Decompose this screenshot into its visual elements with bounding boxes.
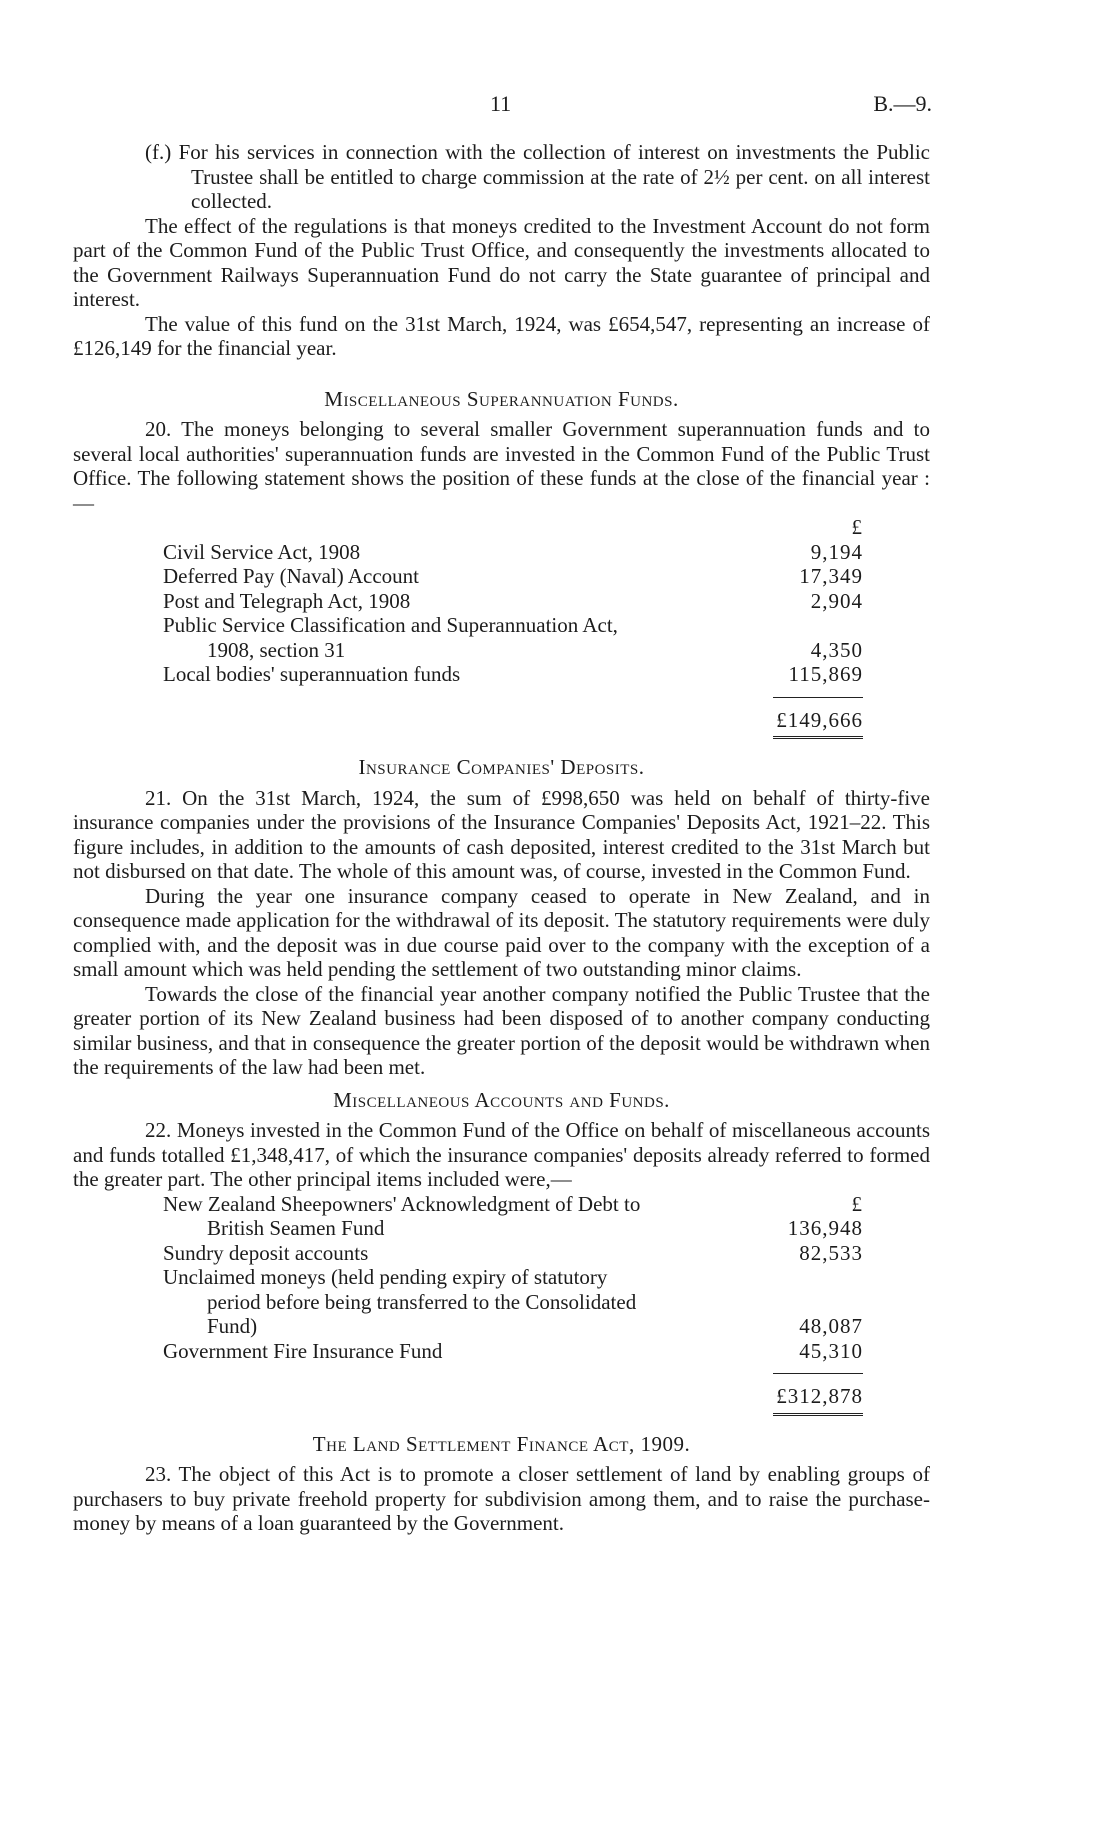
total-double-rule xyxy=(773,1413,863,1416)
table-total-row xyxy=(163,1384,863,1409)
table-row xyxy=(163,1265,863,1290)
heading-misc-superannuation: Miscellaneous Superannuation Funds. xyxy=(324,386,679,411)
row-amount: 45,310 xyxy=(799,1338,863,1363)
row-amount: 9,194 xyxy=(810,539,863,564)
row-amount: 4,350 xyxy=(810,637,863,662)
clause-f: (f.) For his services in connection with the collection of interest on investments the Public Trustee shall be entitled to charge commission at the rate of 2½ per cent. on all interest collected. xyxy=(145,140,930,213)
heading-insurance-deposits: Insurance Companies' Deposits. xyxy=(358,755,645,779)
row-label: Civil Service Act, 1908 xyxy=(163,539,361,564)
page-header xyxy=(0,92,1114,118)
row-label: British Seamen Fund xyxy=(207,1216,385,1240)
misc-accounts-rows xyxy=(163,1192,863,1364)
row-amount: 48,087 xyxy=(799,1314,863,1338)
row-label: New Zealand Sheepowners' Acknowledgment of Debt to xyxy=(163,1191,641,1216)
table-row xyxy=(163,1216,863,1241)
page-number: 11 xyxy=(490,91,512,116)
paragraph-insurance-transfer: Towards the close of the financial year another company notified the Public Trustee that the greater portion of its New Zealand business had been disposed of to another company conducting similar business, and that in consequence the greater portion of the deposit would be withdrawn when the requirements of the law had been met. xyxy=(73,981,930,1079)
row-amount: 82,533 xyxy=(799,1240,863,1265)
paragraph-fund-value: The value of this fund on the 31st March, 1924, was £654,547, representing an increase of £126,149 for the financial year. xyxy=(73,311,930,360)
superannuation-table xyxy=(163,515,863,739)
table-row xyxy=(163,613,863,638)
row-label: Post and Telegraph Act, 1908 xyxy=(163,588,411,613)
row-label: Public Service Classification and Superannuation Act, xyxy=(163,613,618,637)
sum-rule xyxy=(773,697,863,698)
table-row xyxy=(163,540,863,565)
table-row xyxy=(163,1241,863,1266)
table-row xyxy=(163,1314,863,1339)
table-row xyxy=(163,589,863,614)
row-label: 1908, section 31 xyxy=(207,637,346,662)
row-label: Unclaimed moneys (held pending expiry of statutory xyxy=(163,1265,608,1289)
table-row xyxy=(163,1290,863,1315)
row-label: Deferred Pay (Naval) Account xyxy=(163,564,419,588)
row-label: period before being transferred to the Consolidated xyxy=(207,1289,637,1314)
heading-land-settlement: The Land Settlement Finance Act, 1909. xyxy=(312,1431,691,1456)
paragraph-effect: The effect of the regulations is that moneys credited to the Investment Account do not form part of the Common Fund of the Public Trust Office, and consequently the investments allocated to the Government Railways Superannuation Fund do not carry the State guarantee of principal and interest. xyxy=(73,213,930,311)
paragraph-22: 22. Moneys invested in the Common Fund of the Office on behalf of miscellaneous accounts and funds totalled £1,348,417, of which the insurance companies' deposits already referred to formed the greater part. The other principal items included were,— xyxy=(73,1118,930,1191)
row-amount: £ xyxy=(851,1191,863,1216)
row-label: Fund) xyxy=(207,1314,258,1338)
row-amount: 2,904 xyxy=(810,588,863,613)
table-row xyxy=(163,638,863,663)
row-amount: 136,948 xyxy=(787,1216,863,1240)
paragraph-insurance-withdrawal: During the year one insurance company ceased to operate in New Zealand, and in consequence made application for the withdrawal of its deposit. The statutory requirements were duly complied with, and the deposit was in due course paid over to the company with the exception of a small amount which was held pending the settlement of two outstanding minor claims. xyxy=(73,883,930,981)
paragraph-23: 23. The object of this Act is to promote a closer settlement of land by enabling groups of purchasers to buy private freehold property for subdivision among them, and to raise the purchase-money by means of a loan guaranteed by the Government. xyxy=(73,1462,930,1535)
table-currency-row xyxy=(163,515,863,540)
paragraph-20: 20. The moneys belonging to several smaller Government superannuation funds and to several local authorities' superannuation funds are invested in the Common Fund of the Public Trust Office. The following statement shows the position of these funds at the close of the financial year :— xyxy=(73,417,930,515)
table-row xyxy=(163,1192,863,1217)
superannuation-rows xyxy=(163,540,863,687)
heading-misc-accounts: Miscellaneous Accounts and Funds. xyxy=(333,1087,670,1112)
row-label: Sundry deposit accounts xyxy=(163,1240,369,1265)
total-double-rule xyxy=(773,736,863,739)
table-row xyxy=(163,1339,863,1364)
currency-symbol: £ xyxy=(851,515,863,539)
document-reference: B.—9. xyxy=(873,91,932,116)
row-label: Local bodies' superannuation funds xyxy=(163,662,461,686)
table-row xyxy=(163,662,863,687)
text-column xyxy=(73,140,930,1536)
misc-accounts-total: £312,878 xyxy=(776,1384,863,1408)
misc-accounts-table xyxy=(163,1192,863,1416)
table-row xyxy=(163,564,863,589)
sum-rule xyxy=(773,1373,863,1374)
row-amount: 115,869 xyxy=(788,662,863,686)
row-label: Government Fire Insurance Fund xyxy=(163,1338,443,1363)
superannuation-total: £149,666 xyxy=(776,707,863,732)
paragraph-21: 21. On the 31st March, 1924, the sum of £998,650 was held on behalf of thirty-five insurance companies under the provisions of the Insurance Companies' Deposits Act, 1921–22. This figure includes, in addition to the amounts of cash deposited, interest credited to the 31st March but not disbursed on that date. The whole of this amount was, of course, invested in the Common Fund. xyxy=(73,785,930,883)
row-amount: 17,349 xyxy=(799,564,863,588)
table-total-row xyxy=(163,708,863,733)
